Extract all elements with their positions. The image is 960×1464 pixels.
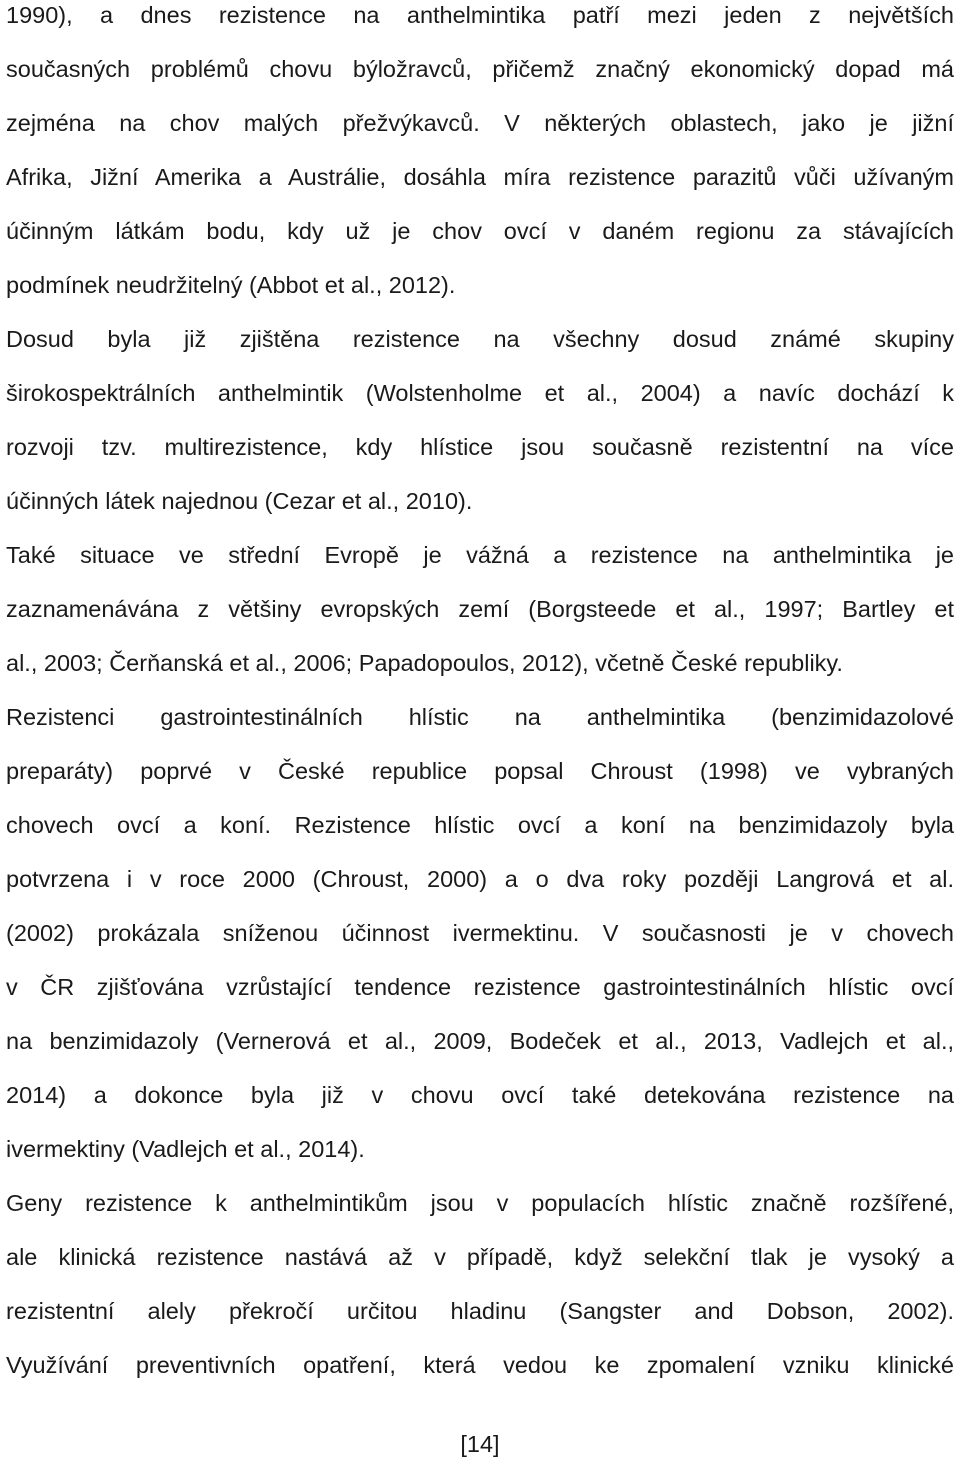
text-line: chovech ovcí a koní. Rezistence hlístic ovcí a koní na benzimidazoly byla — [6, 812, 954, 838]
text-line: současných problémů chovu býložravců, přičemž značný ekonomický dopad má — [6, 56, 954, 82]
text-line: (2002) prokázala sníženou účinnost ivermektinu. V současnosti je v chovech — [6, 920, 954, 946]
text-line: na benzimidazoly (Vernerová et al., 2009, Bodeček et al., 2013, Vadlejch et al., — [6, 1028, 954, 1054]
text-line: rezistentní alely překročí určitou hladinu (Sangster and Dobson, 2002). — [6, 1298, 954, 1324]
text-line: širokospektrálních anthelmintik (Wolstenholme et al., 2004) a navíc dochází k — [6, 380, 954, 406]
text-line: 1990), a dnes rezistence na anthelmintika patří mezi jeden z největších — [6, 2, 954, 28]
text-line: Také situace ve střední Evropě je vážná a rezistence na anthelmintika je — [6, 542, 954, 568]
text-line: účinným látkám bodu, kdy už je chov ovcí v daném regionu za stávajících — [6, 218, 954, 244]
text-line: 2014) a dokonce byla již v chovu ovcí také detekována rezistence na — [6, 1082, 954, 1108]
text-line: v ČR zjišťována vzrůstající tendence rezistence gastrointestinálních hlístic ovcí — [6, 974, 954, 1000]
text-line: zejména na chov malých přežvýkavců. V některých oblastech, jako je jižní — [6, 110, 954, 136]
text-line: rozvoji tzv. multirezistence, kdy hlístice jsou současně rezistentní na více — [6, 434, 954, 460]
document-page — [6, 0, 954, 1392]
text-line: Rezistenci gastrointestinálních hlístic na anthelmintika (benzimidazolové — [6, 704, 954, 730]
text-line: ivermektiny (Vadlejch et al., 2014). — [6, 1136, 365, 1162]
text-line: účinných látek najednou (Cezar et al., 2010). — [6, 488, 473, 514]
text-line: Využívání preventivních opatření, která vedou ke zpomalení vzniku klinické — [6, 1352, 954, 1378]
text-line: preparáty) poprvé v České republice popsal Chroust (1998) ve vybraných — [6, 758, 954, 784]
text-line: ale klinická rezistence nastává až v případě, když selekční tlak je vysoký a — [6, 1244, 954, 1270]
text-line: Dosud byla již zjištěna rezistence na všechny dosud známé skupiny — [6, 326, 954, 352]
text-line: Geny rezistence k anthelmintikům jsou v populacích hlístic značně rozšířené, — [6, 1190, 954, 1216]
text-line: potvrzena i v roce 2000 (Chroust, 2000) a o dva roky později Langrová et al. — [6, 866, 954, 892]
page-number: [14] — [460, 1431, 500, 1457]
text-line: Afrika, Jižní Amerika a Austrálie, dosáhla míra rezistence parazitů vůči užívaným — [6, 164, 954, 190]
text-line: al., 2003; Čerňanská et al., 2006; Papadopoulos, 2012), včetně České republiky. — [6, 650, 843, 676]
text-line: zaznamenávána z většiny evropských zemí (Borgsteede et al., 1997; Bartley et — [6, 596, 954, 622]
text-line: podmínek neudržitelný (Abbot et al., 2012). — [6, 272, 456, 298]
